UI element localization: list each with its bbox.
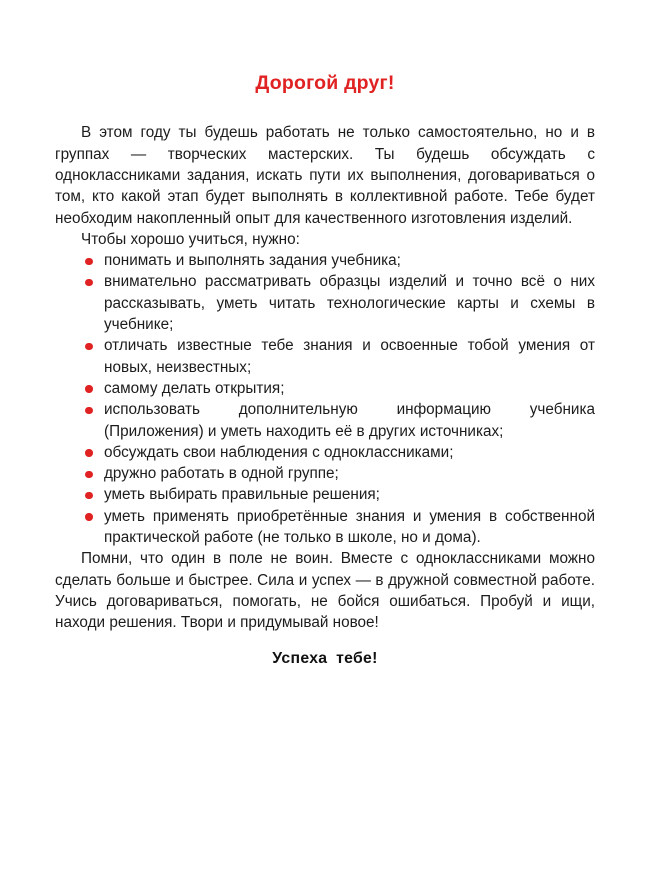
closing-paragraph: Помни, что один в поле не воин. Вместе с одноклассниками можно сделать больше и быстрее. Сила и успех — в дружной совместной работе. Учись договариваться, помогать, не бойся ошибаться. Пробуй и ищи, находи решения. Твори и придумывай новое!	[55, 550, 595, 632]
list-item-label: уметь применять приобретённые знания и умения в собственной практической работе (не только в школе, но и дома).	[104, 507, 595, 547]
bullet-dot-icon	[85, 471, 93, 479]
list-item-label: самому делать открытия;	[104, 379, 285, 397]
list-item	[55, 378, 595, 399]
intro-paragraph: В этом году ты будешь работать не только самостоятельно, но и в группах — творческих мастерских. Ты будешь обсуждать с одноклассниками задания, искать пути их выполнения, договариваться о том, кто какой этап будет выполнять в коллективной работе. Тебе будет необходим накопленный опыт для качественного изготовления изделий.	[55, 124, 595, 227]
list-item-label: понимать и выполнять задания учебника;	[104, 252, 401, 270]
list-item-label: обсуждать свои наблюдения с одноклассниками;	[104, 443, 454, 461]
list-item	[55, 484, 595, 505]
page-title: Дорогой друг!	[255, 72, 395, 94]
list-item	[55, 506, 595, 549]
page-content	[55, 0, 595, 668]
bullet-dot-icon	[85, 449, 93, 457]
list-lead-in-text: Чтобы хорошо учиться, нужно:	[81, 230, 300, 248]
list-item	[55, 442, 595, 463]
list-item-label: отличать известные тебе знания и освоенные тобой умения от новых, неизвестных;	[104, 337, 595, 376]
list-item-label: уметь выбирать правильные решения;	[104, 486, 380, 504]
salutation-text: Успеха тебе!	[272, 649, 378, 667]
list-item	[55, 335, 595, 378]
bullet-dot-icon	[85, 492, 93, 500]
list-item-label: дружно работать в одной группе;	[104, 465, 339, 483]
list-item	[55, 250, 595, 271]
list-item-label: использовать дополнительную информацию учебника (Приложения) и уметь находить её в других источниках;	[104, 401, 595, 440]
bullet-dot-icon	[85, 407, 93, 415]
bullet-dot-icon	[85, 385, 93, 393]
list-item	[55, 271, 595, 335]
requirements-list	[55, 250, 595, 548]
list-item	[55, 399, 595, 442]
list-item	[55, 463, 595, 484]
list-item-label: внимательно рассматривать образцы изделий и точно всё о них рассказывать, уметь читать технологические карты и схемы в учебнике;	[104, 273, 595, 334]
bullet-dot-icon	[85, 343, 93, 351]
bullet-dot-icon	[85, 279, 93, 287]
bullet-dot-icon	[85, 513, 93, 521]
bullet-dot-icon	[85, 258, 93, 266]
